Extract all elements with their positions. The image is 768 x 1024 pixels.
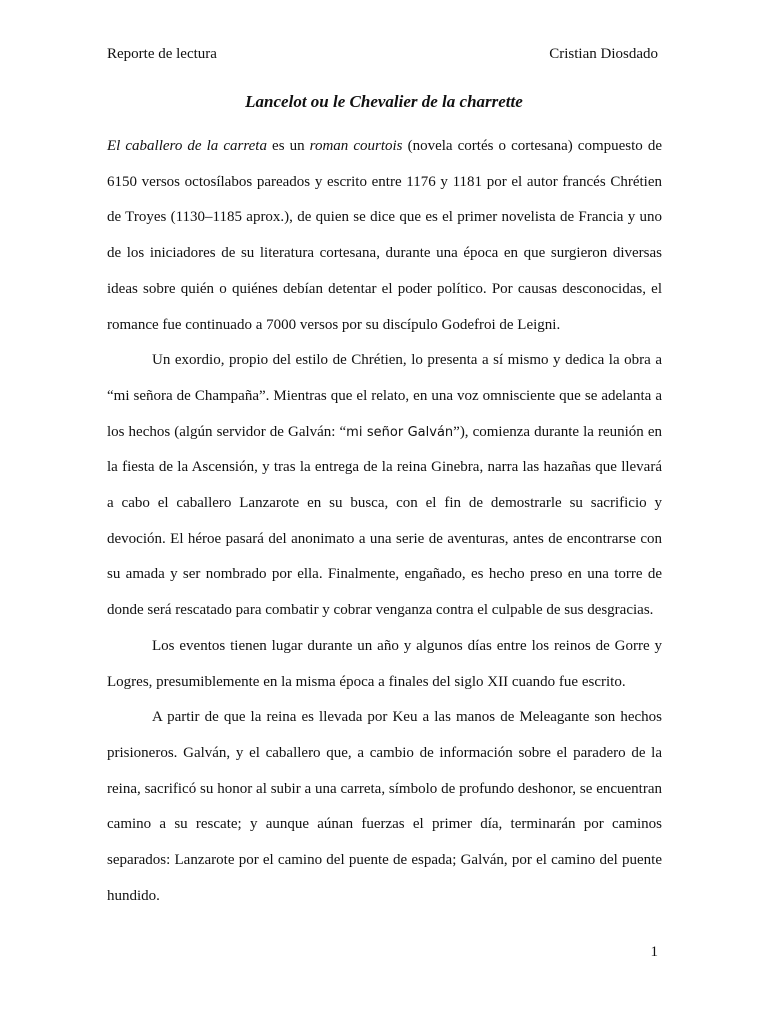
header-author-name: Cristian Diosdado [549,46,658,62]
document-title: Lancelot ou le Chevalier de la charrette [245,92,523,111]
paragraph-2-text-b: ”), comienza durante la reunión en la fiesta de la Ascensión, y tras la entrega de la reina Ginebra, narra las hazañas que llevará a cabo el caballero Lanzarote en su busca, con el fin de demostrarle su sacrificio y devoción. El héroe pasará del anonimato a una serie de aventuras, antes de encontrarse con su amada y ser nombrado por ella. Finalmente, engañado, es hecho preso en una torre de donde será rescatado para combatir y cobrar venganza contra el culpable de sus desgracias. [107,423,662,619]
header-report-label: Reporte de lectura [107,46,217,62]
quoted-phrase: mi señor Galván [346,424,454,440]
genre-italic: roman courtois [309,138,403,154]
document-body [107,129,662,914]
paragraph-2-text-a: Un exordio, propio del estilo de Chrétien, lo presenta a sí mismo y dedica la obra a “mi señora de Champaña”. Mientras que el relato, en una voz omnisciente que se adelanta a los hechos (algún servidor de Galván: “ [107,352,662,440]
paragraph-1-text-b: (novela cortés o cortesana) compuesto de 6150 versos octosílabos pareados y escrito entre 1176 y 1181 por el autor francés Chrétien de Troyes (1130–1185 aprox.), de quien se dice que es el primer novelista de Francia y uno de los iniciadores de su literatura cortesana, durante una época en que surgieron diversas ideas sobre quién o quiénes debían detentar el poder político. Por causas desconocidas, el romance fue continuado a 7000 versos por su discípulo Godefroi de Leigni. [107,138,663,333]
paragraph-1 [107,129,662,343]
paragraph-1-text-a: es un [266,138,310,154]
page-number: 1 [650,944,658,960]
paragraph-4: A partir de que la reina es llevada por Keu a las manos de Meleagante son hechos prisioneros. Galván, y el caballero que, a cambio de información sobre el paradero de la reina, sacrificó su honor al subir a una carreta, símbolo de profundo deshonor, se encuentran camino a su rescate; y aunque aúnan fuerzas el primer día, terminarán por caminos separados: Lanzarote por el camino del puente de espada; Galván, por el camino del puente hundido. [107,709,662,904]
book-title-italic: El caballero de la carreta [107,138,267,154]
paragraph-3: Los eventos tienen lugar durante un año y algunos días entre los reinos de Gorre y Logres, presumiblemente en la misma época a finales del siglo XII cuando fue escrito. [107,637,662,690]
paragraph-2 [107,343,662,629]
